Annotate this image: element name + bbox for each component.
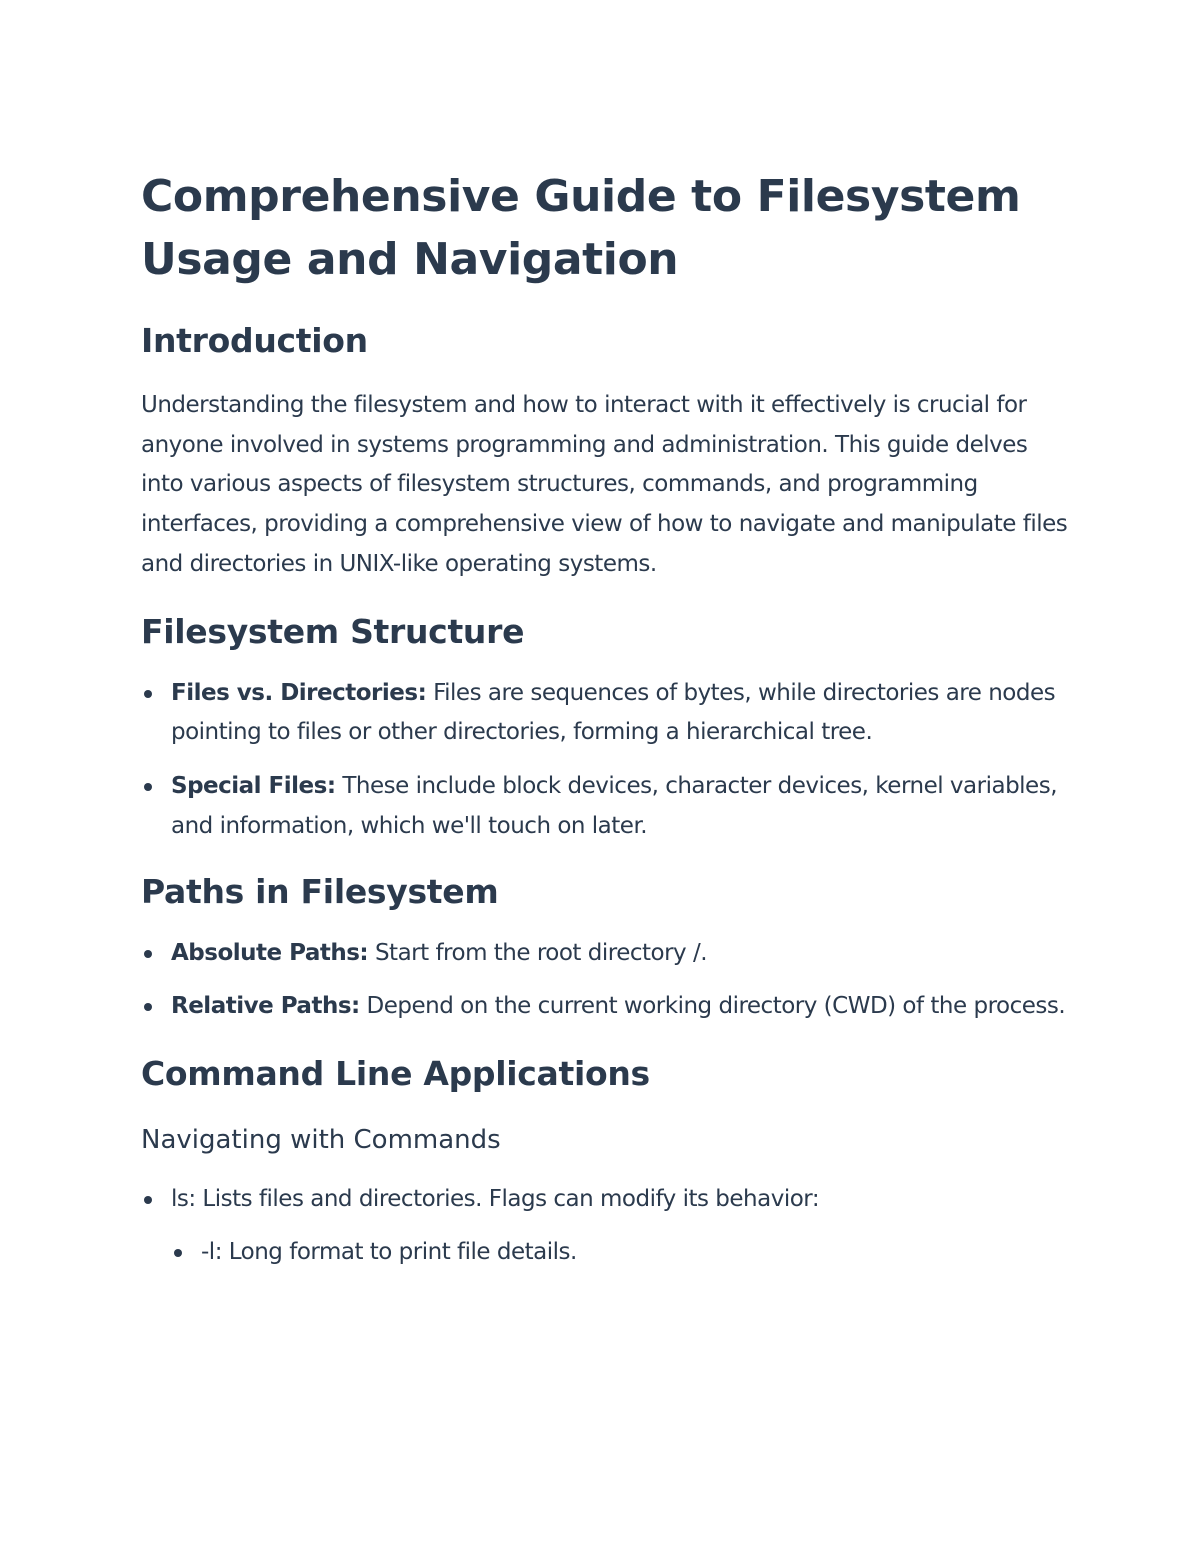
filesystem-structure-list (141, 674, 1071, 847)
bullet-icon (174, 1249, 182, 1257)
list-item-text: These include block devices, character devices, kernel variables, and information, which we'll touch on later. (171, 772, 1058, 839)
list-item (141, 1180, 1071, 1220)
list-item (141, 674, 1071, 753)
section-heading-introduction: Introduction (141, 321, 368, 360)
list-item-text: -l: Long format to print file details. (201, 1239, 577, 1266)
list-item-term: Files vs. Directories: (171, 679, 427, 706)
subsection-heading-navigating: Navigating with Commands (141, 1124, 501, 1155)
list-item-term: Relative Paths: (171, 993, 360, 1020)
list-item-term: Special Files: (171, 772, 336, 799)
list-item (141, 767, 1071, 846)
document-page (141, 165, 1071, 1273)
section-heading-filesystem-structure: Filesystem Structure (141, 611, 525, 651)
list-item-text: ls: Lists files and directories. Flags can modify its behavior: (171, 1185, 820, 1212)
introduction-paragraph: Understanding the filesystem and how to interact with it effectively is crucial for anyone involved in systems programming and administration. This guide delves into various aspects of filesystem structures, commands, and programming interfaces, providing a comprehensive view of how to navigate and manipulate files and directories in UNIX-like operating systems. (141, 392, 1068, 577)
bullet-icon (144, 783, 152, 791)
list-item (141, 934, 1071, 974)
commands-list (141, 1180, 1071, 1220)
page-title: Comprehensive Guide to Filesystem Usage and Navigation (141, 171, 1021, 285)
list-item-term: Absolute Paths: (171, 940, 369, 967)
section-heading-paths: Paths in Filesystem (141, 872, 499, 912)
paths-list (141, 934, 1071, 1026)
bullet-icon (144, 950, 152, 958)
nested-list-item (171, 1233, 1071, 1273)
list-item-text: Depend on the current working directory (CWD) of the process. (359, 993, 1066, 1020)
list-item (141, 987, 1071, 1027)
section-heading-command-line: Command Line Applications (141, 1053, 650, 1093)
bullet-icon (144, 690, 152, 698)
bullet-icon (144, 1196, 152, 1204)
list-item-text: Files are sequences of bytes, while directories are nodes pointing to files or other directories, forming a hierarchical tree. (171, 679, 1056, 746)
list-item-text: Start from the root directory /. (368, 940, 708, 967)
bullet-icon (144, 1003, 152, 1011)
nested-flags-list (171, 1233, 1071, 1273)
